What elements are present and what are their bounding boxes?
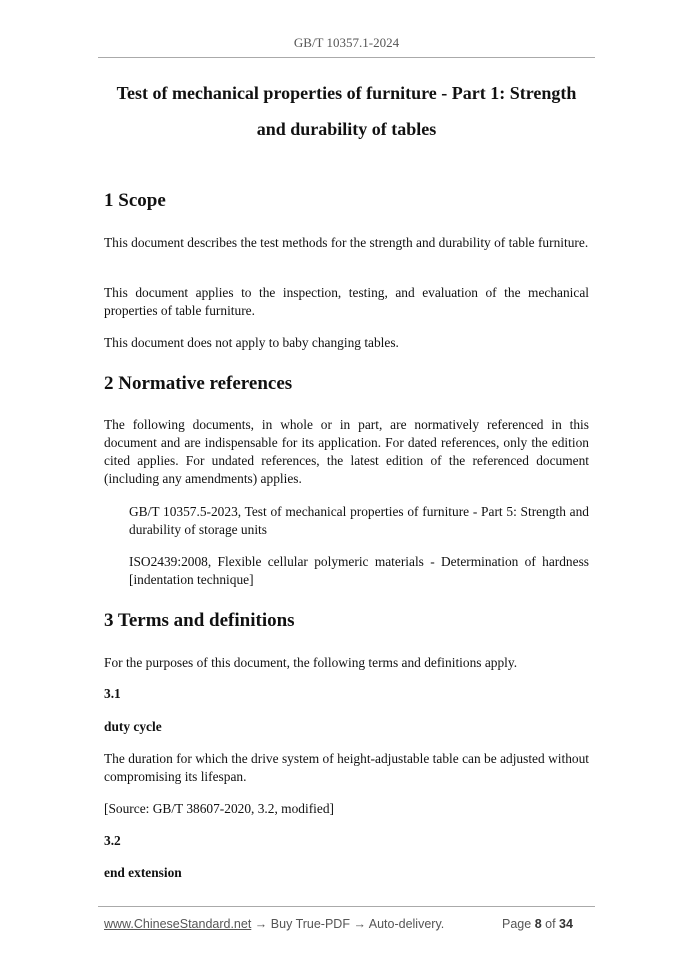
doc-title-line-1: Test of mechanical properties of furniture - Part 1: Strength <box>116 83 577 103</box>
buy-pdf-link[interactable]: Buy True-PDF <box>270 917 350 931</box>
term-number: 3.1 <box>104 686 121 701</box>
page-label: Page <box>502 917 532 931</box>
section-heading-terms: 3 Terms and definitions <box>104 610 295 631</box>
term-source: [Source: GB/T 38607-2020, 3.2, modified] <box>104 801 334 816</box>
paragraph: This document describes the test methods for the strength and durability of table furniture. <box>104 235 589 250</box>
arrow-icon: → <box>254 917 268 931</box>
paragraph: The following documents, in whole or in part, are normatively referenced in this document and are indispensable for its application. For dated references, only the edition cited applies. For undated references, the latest edition of the referenced document (including any amendments) applies. <box>104 417 589 486</box>
header-rule <box>98 57 595 58</box>
auto-delivery-text: Auto-delivery. <box>368 917 445 931</box>
running-header: GB/T 10357.1-2024 <box>293 35 400 50</box>
of-label: of <box>545 917 556 931</box>
reference-item: ISO2439:2008, Flexible cellular polymeric materials - Determination of hardness [indentation technique] <box>129 554 589 587</box>
section-heading-scope: 1 Scope <box>104 190 166 211</box>
term-name: end extension <box>104 865 182 880</box>
footer-left <box>104 917 444 931</box>
term-number: 3.2 <box>104 833 121 848</box>
term-definition: The duration for which the drive system of height-adjustable table can be adjusted without compromising its lifespan. <box>104 751 589 784</box>
page-total: 34 <box>559 917 573 931</box>
section-heading-normative-references: 2 Normative references <box>104 373 293 394</box>
doc-title-line-2: and durability of tables <box>256 119 437 139</box>
term-name: duty cycle <box>104 719 162 734</box>
footer-rule <box>98 906 595 907</box>
arrow-icon: → <box>353 917 366 931</box>
reference-item: GB/T 10357.5-2023, Test of mechanical properties of furniture - Part 5: Strength and durability of storage units <box>129 504 589 537</box>
page-counter <box>502 917 573 931</box>
site-link[interactable]: www.ChineseStandard.net <box>104 917 252 931</box>
paragraph: This document applies to the inspection, testing, and evaluation of the mechanical properties of table furniture. <box>104 285 589 318</box>
paragraph: For the purposes of this document, the following terms and definitions apply. <box>104 655 518 670</box>
paragraph: This document does not apply to baby changing tables. <box>104 335 399 350</box>
page-number: 8 <box>534 917 542 931</box>
